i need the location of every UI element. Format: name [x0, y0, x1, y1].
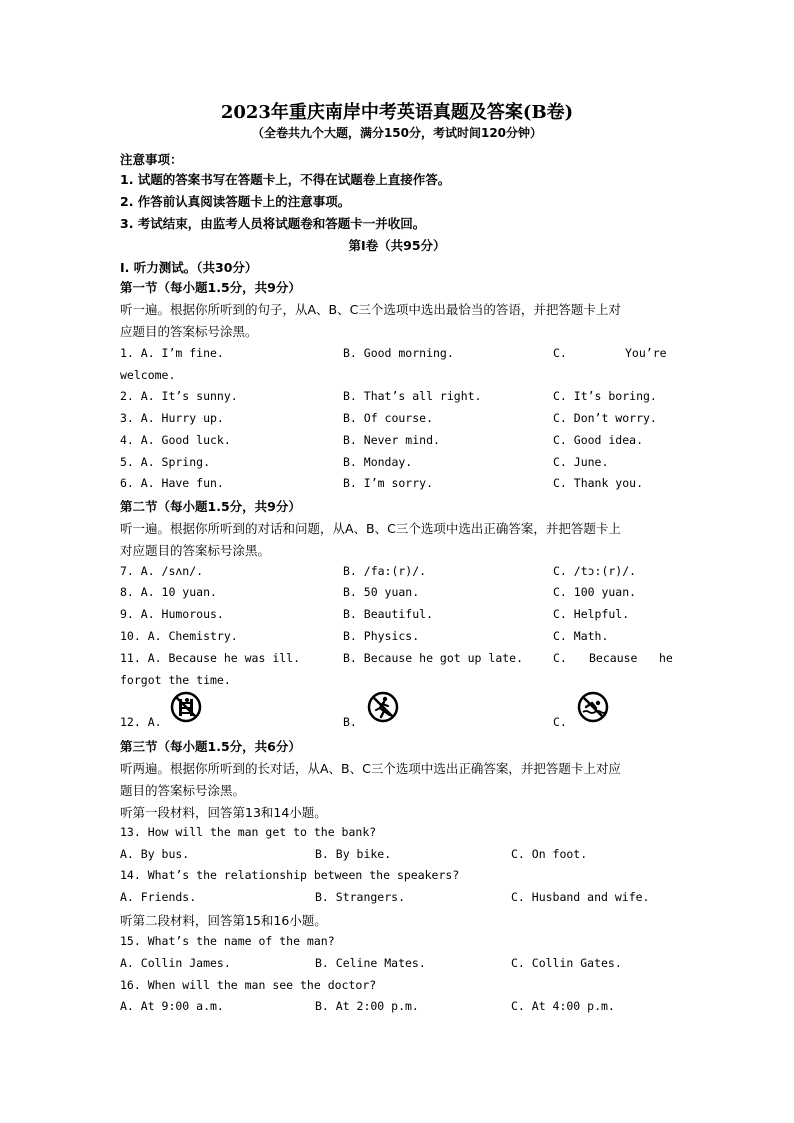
question: 14. What’s the relationship between the speakers? — [120, 868, 460, 882]
option-b: B. I’m sorry. — [343, 476, 434, 490]
option-a: 6. A. Have fun. — [120, 476, 224, 490]
option-a: 7. A. /sʌn/. — [120, 564, 204, 578]
instructions: 听一遍。根据你所听到的句子，从A、B、C三个选项中选出最恰当的答语，并把答题卡上对 — [120, 302, 621, 317]
option-c: C. 100 yuan. — [553, 585, 637, 599]
option-c: C. /tɔ:(r)/. — [553, 564, 637, 578]
option-c: C. Husband and wife. — [511, 890, 650, 904]
option-a: 9. A. Humorous. — [120, 607, 224, 621]
option-c: C. Thank you. — [553, 476, 644, 490]
option-a: 2. A. It’s sunny. — [120, 389, 238, 403]
instructions: 听两遍。根据你所听到的长对话，从A、B、C三个选项中选出正确答案，并把答题卡上对应 — [120, 761, 621, 776]
note-item: 3. 考试结束，由监考人员将试题卷和答题卡一并收回。 — [120, 216, 426, 231]
option-a: 1. A. I’m fine. — [120, 346, 224, 360]
option-c-text: Because — [589, 651, 638, 665]
option-c: C. — [553, 715, 567, 729]
option-a: 11. A. Because he was ill. — [120, 651, 301, 665]
option-b: B. — [343, 715, 357, 729]
note-item: 1. 试题的答案书写在答题卡上，不得在试题卷上直接作答。 — [120, 172, 451, 187]
sub-section-heading: 第三节（每小题1.5分，共6分） — [120, 739, 301, 754]
option-a: 4. A. Good luck. — [120, 433, 231, 447]
instructions: 对应题目的答案标号涂黑。 — [120, 543, 271, 558]
no-climbing-icon — [170, 691, 202, 723]
option-a: A. At 9:00 a.m. — [120, 999, 224, 1013]
option-c: C. Don’t worry. — [553, 411, 657, 425]
instructions: 听一遍。根据你所听到的对话和问题，从A、B、C三个选项中选出正确答案，并把答题卡上 — [120, 521, 621, 536]
option-b: B. Good morning. — [343, 346, 454, 360]
option-b: B. Monday. — [343, 455, 413, 469]
page-title: 2023年重庆南岸中考英语真题及答案(B卷) — [220, 102, 574, 123]
option-a: 10. A. Chemistry. — [120, 629, 238, 643]
material-heading: 听第一段材料，回答第13和14小题。 — [120, 805, 327, 820]
instructions: 应题目的答案标号涂黑。 — [120, 324, 258, 339]
option-c: C. Helpful. — [553, 607, 630, 621]
option-c: C. Collin Gates. — [511, 956, 622, 970]
option-a: 5. A. Spring. — [120, 455, 211, 469]
page-subtitle: （全卷共九个大题，满分150分，考试时间120分钟） — [251, 126, 543, 140]
no-swimming-icon — [577, 691, 609, 723]
option-c: C. — [553, 346, 567, 360]
option-c: C. — [553, 651, 567, 665]
option-c: C. Math. — [553, 629, 609, 643]
option-c-text: welcome. — [120, 368, 176, 382]
option-b: B. At 2:00 p.m. — [315, 999, 419, 1013]
option-c: C. It’s boring. — [553, 389, 657, 403]
option-b: B. Never mind. — [343, 433, 440, 447]
option-a: 8. A. 10 yuan. — [120, 585, 217, 599]
question: 15. What’s the name of the man? — [120, 934, 335, 948]
question: 16. When will the man see the doctor? — [120, 978, 377, 992]
sub-section-heading: 第一节（每小题1.5分，共9分） — [120, 280, 301, 295]
notes-heading: 注意事项： — [120, 152, 183, 167]
option-b: B. 50 yuan. — [343, 585, 420, 599]
option-a: A. By bus. — [120, 847, 190, 861]
section-heading: Ⅰ. 听力测试。（共30分） — [120, 260, 258, 275]
question: 13. How will the man get to the bank? — [120, 825, 377, 839]
sub-section-heading: 第二节（每小题1.5分，共9分） — [120, 499, 301, 514]
option-b: B. Strangers. — [315, 890, 406, 904]
option-a: A. Friends. — [120, 890, 197, 904]
option-b: B. By bike. — [315, 847, 392, 861]
material-heading: 听第二段材料，回答第15和16小题。 — [120, 913, 327, 928]
option-b: B. That’s all right. — [343, 389, 482, 403]
option-b: B. Because he got up late. — [343, 651, 524, 665]
option-c-text: You’re — [625, 346, 667, 360]
option-c: C. At 4:00 p.m. — [511, 999, 615, 1013]
option-b: B. Physics. — [343, 629, 420, 643]
option-b: B. Beautiful. — [343, 607, 434, 621]
no-running-icon — [367, 691, 399, 723]
option-a: A. Collin James. — [120, 956, 231, 970]
option-a: 12. A. — [120, 715, 162, 729]
instructions: 题目的答案标号涂黑。 — [120, 783, 246, 798]
option-c: C. On foot. — [511, 847, 588, 861]
option-c-text: he — [659, 651, 673, 665]
part-heading: 第Ⅰ卷（共95分） — [348, 238, 446, 253]
option-b: B. Of course. — [343, 411, 434, 425]
option-c: C. Good idea. — [553, 433, 644, 447]
option-a: 3. A. Hurry up. — [120, 411, 224, 425]
option-c-text: forgot the time. — [120, 673, 231, 687]
note-item: 2. 作答前认真阅读答题卡上的注意事项。 — [120, 194, 351, 209]
option-b: B. Celine Mates. — [315, 956, 426, 970]
option-c: C. June. — [553, 455, 609, 469]
option-b: B. /fa:(r)/. — [343, 564, 427, 578]
